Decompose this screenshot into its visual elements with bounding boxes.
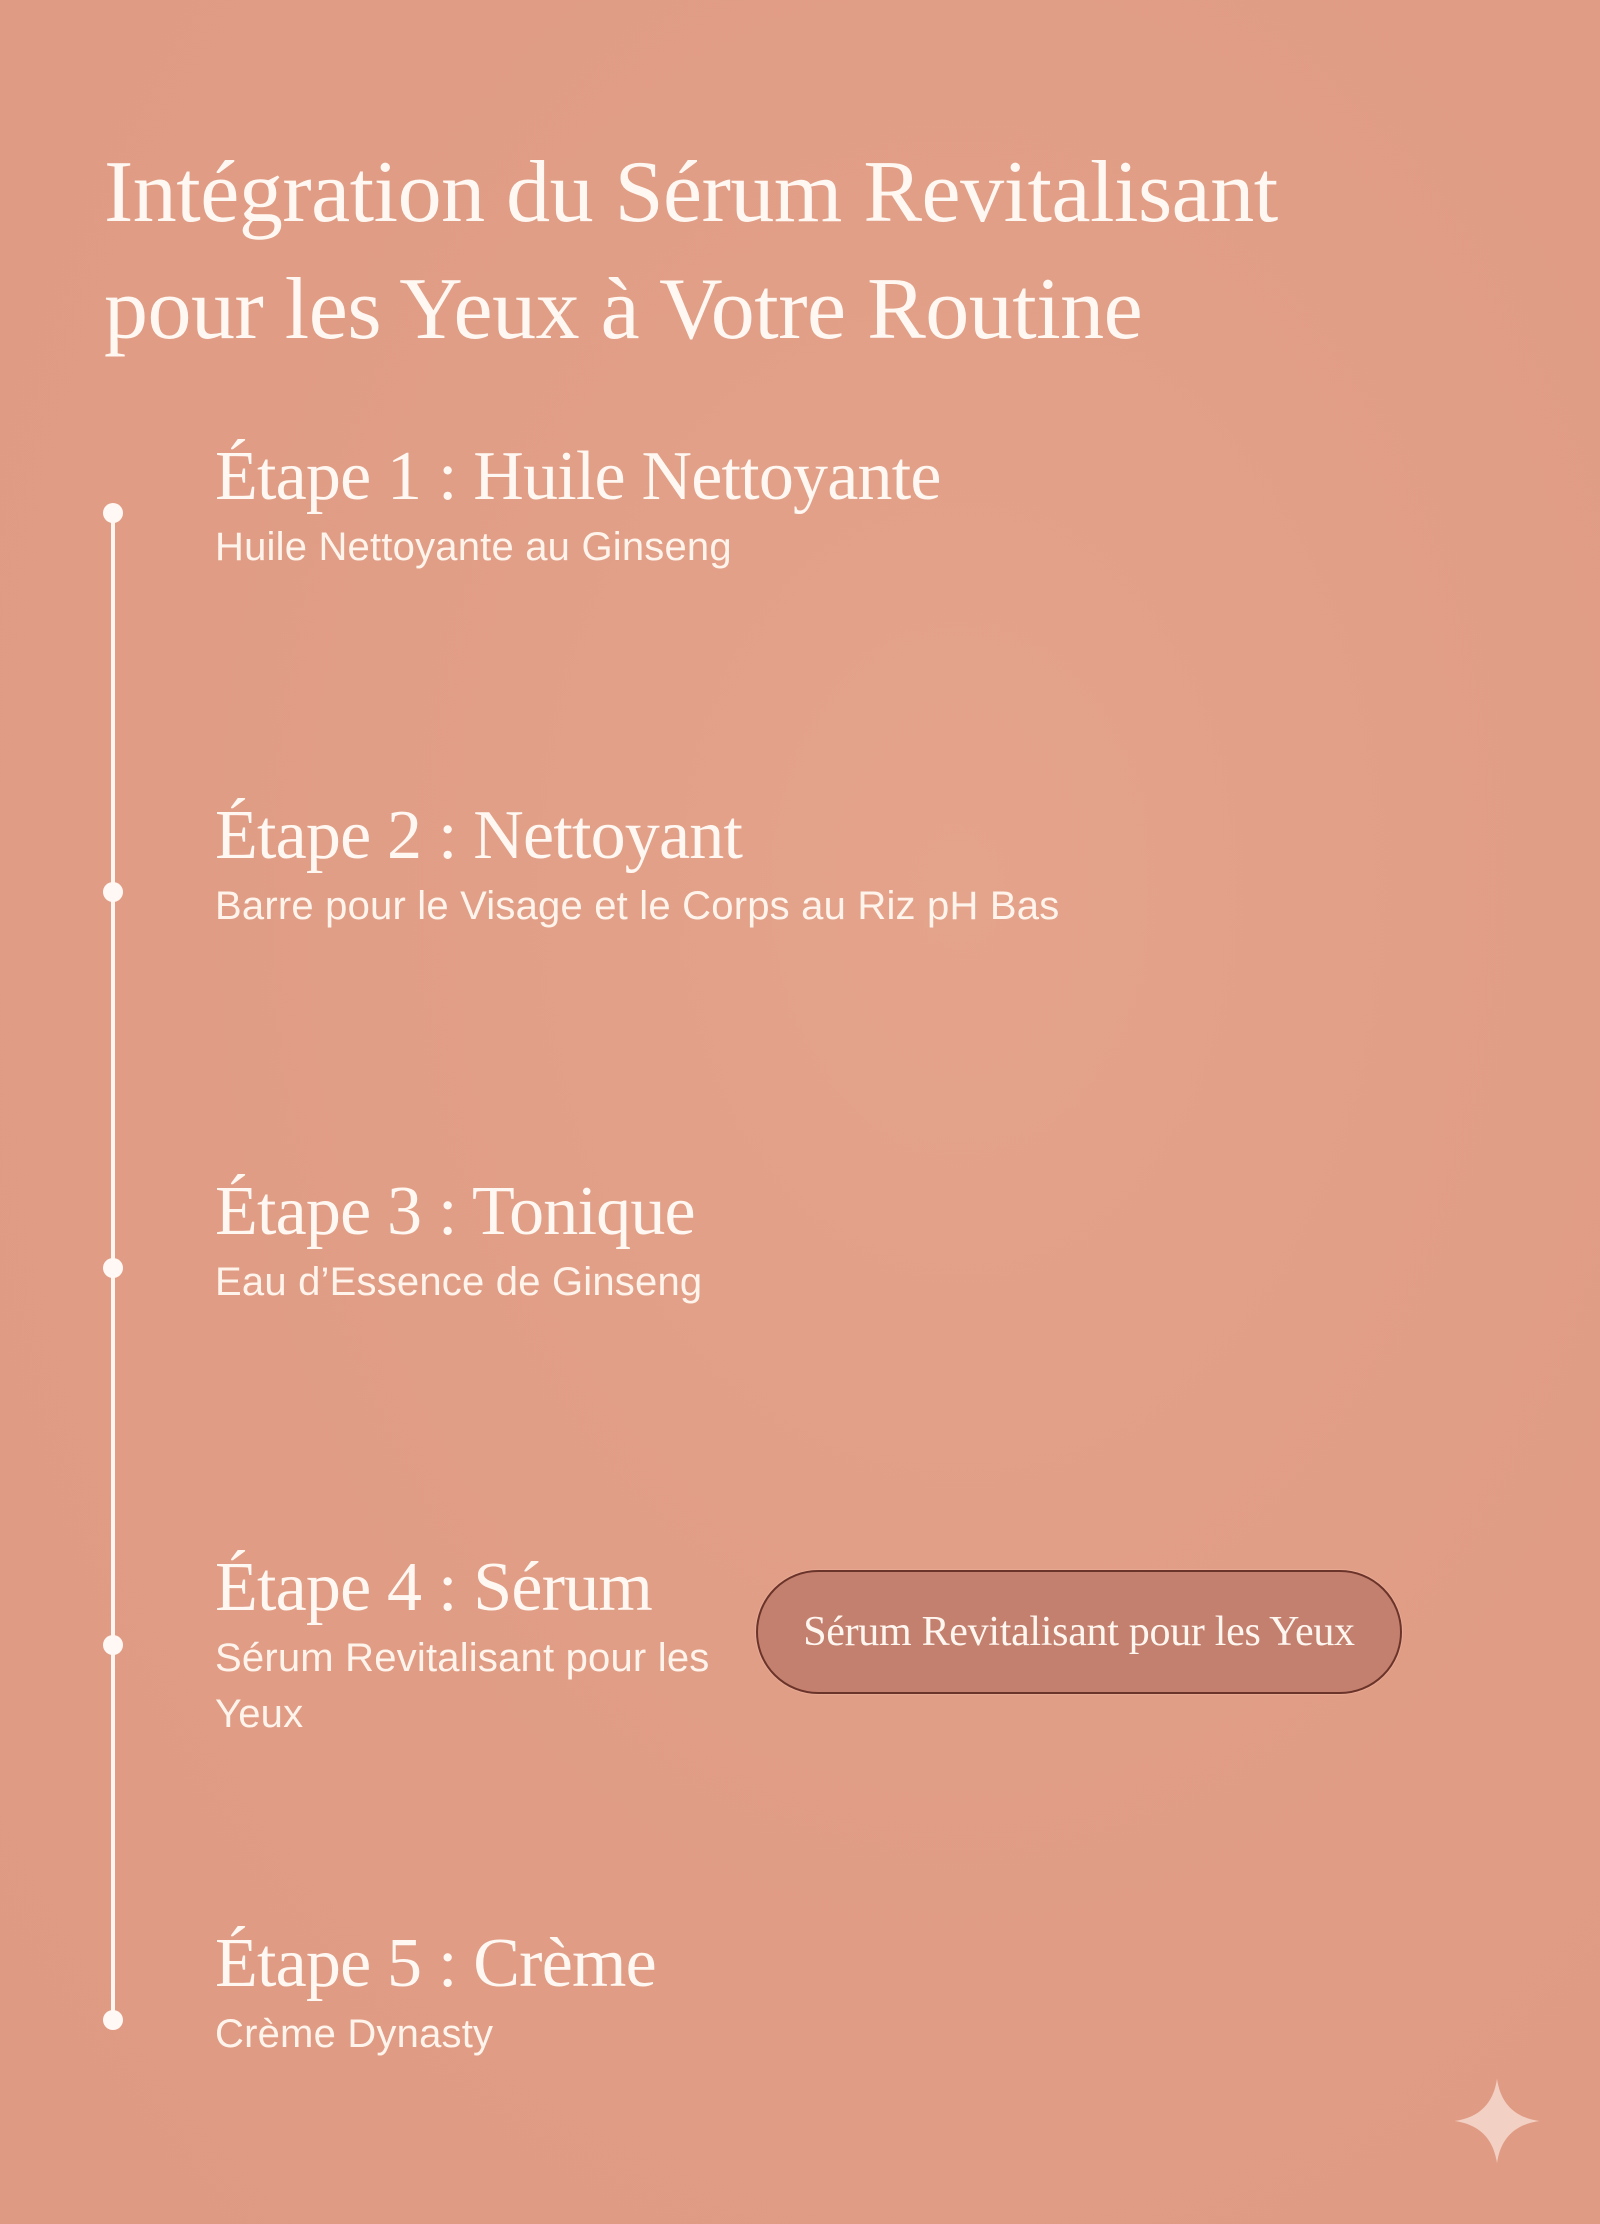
step-heading: Étape 2 : Nettoyant (215, 797, 743, 874)
timeline-dot-step-2 (103, 882, 123, 902)
timeline-dot-step-3 (103, 1258, 123, 1278)
step-product: Barre pour le Visage et le Corps au Riz pH Bas (215, 884, 1060, 928)
step-2 (215, 796, 1415, 934)
step-3 (215, 1172, 1415, 1310)
highlighted-product-badge[interactable] (756, 1570, 1402, 1694)
sparkle-icon (1453, 2077, 1541, 2165)
step-product: Huile Nettoyante au Ginseng (215, 525, 732, 569)
step-product: Eau d’Essence de Ginseng (215, 1260, 703, 1304)
highlighted-product-label: Sérum Revitalisant pour les Yeux (803, 1609, 1355, 1655)
step-5 (215, 1924, 1415, 2062)
step-heading: Étape 4 : Sérum (215, 1549, 653, 1626)
page-title (104, 134, 1564, 368)
page-title-line-1: Intégration du Sérum Revitalisant (104, 144, 1278, 241)
step-heading: Étape 3 : Tonique (215, 1173, 695, 1250)
step-product: Sérum Revitalisant pour les Yeux (215, 1636, 710, 1736)
timeline-dot-step-5 (103, 2010, 123, 2030)
step-heading: Étape 1 : Huile Nettoyante (215, 438, 941, 515)
timeline-dot-step-4 (103, 1635, 123, 1655)
timeline-dot-step-1 (103, 503, 123, 523)
step-heading: Étape 5 : Crème (215, 1925, 656, 2002)
step-product: Crème Dynasty (215, 2012, 494, 2056)
step-1 (215, 437, 1415, 575)
page-title-line-2: pour les Yeux à Votre Routine (104, 261, 1143, 358)
